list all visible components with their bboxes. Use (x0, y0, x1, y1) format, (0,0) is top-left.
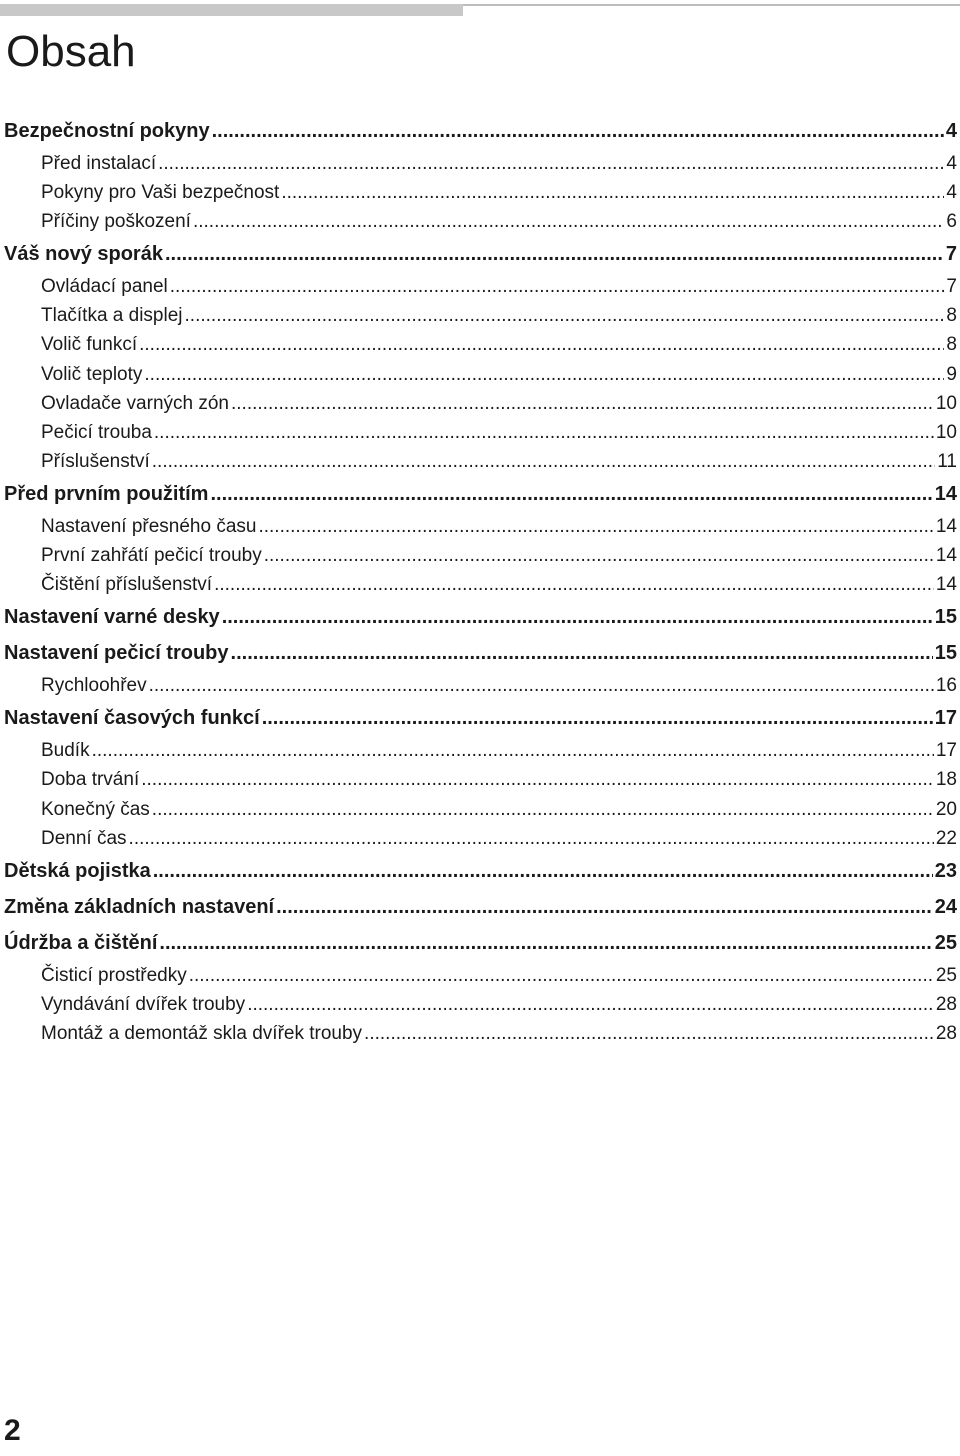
toc-entry-label: Změna základních nastavení (4, 895, 275, 918)
toc-dot-leader (262, 700, 933, 736)
toc-entry-page: 7 (946, 276, 957, 298)
toc-subsection-entry[interactable] (0, 389, 960, 418)
toc-dot-leader (364, 1019, 934, 1048)
toc-entry-page: 8 (946, 334, 957, 356)
toc-entry-page: 23 (934, 859, 957, 882)
page-number: 2 (4, 1414, 21, 1447)
toc-dot-leader (247, 990, 934, 1019)
toc-entry-label: Volič funkcí (41, 334, 138, 356)
toc-entry-page: 22 (935, 827, 957, 849)
toc-dot-leader (139, 330, 944, 359)
toc-entry-label: Nastavení pečicí trouby (4, 642, 229, 665)
toc-subsection-entry[interactable] (0, 512, 960, 541)
toc-entry-page: 8 (946, 305, 957, 327)
page-title: Obsah (6, 27, 136, 76)
toc-entry-page: 14 (935, 574, 957, 596)
toc-dot-leader (231, 635, 933, 671)
toc-entry-page: 14 (935, 545, 957, 567)
toc-entry-label: Montáž a demontáž skla dvířek trouby (41, 1022, 363, 1044)
toc-entry-label: Doba trvání (41, 769, 140, 791)
toc-dot-leader (276, 889, 933, 925)
toc-subsection-entry[interactable] (0, 149, 960, 178)
toc-entry-page: 14 (934, 482, 957, 505)
toc-entry-label: Před prvním použitím (4, 482, 209, 505)
toc-entry-page: 14 (935, 515, 957, 537)
toc-subsection-entry[interactable] (0, 301, 960, 330)
toc-dot-leader (159, 925, 932, 961)
toc-subsection-entry[interactable] (0, 671, 960, 700)
toc-subsection-entry[interactable] (0, 1019, 960, 1048)
toc-subsection-entry[interactable] (0, 570, 960, 599)
toc-subsection-entry[interactable] (0, 418, 960, 447)
toc-entry-page: 25 (935, 964, 957, 986)
toc-entry-page: 4 (945, 120, 957, 142)
toc-entry-page: 11 (937, 450, 957, 472)
toc-section-entry[interactable] (0, 236, 960, 272)
toc-subsection-entry[interactable] (0, 272, 960, 301)
toc-subsection-entry[interactable] (0, 330, 960, 359)
toc-dot-leader (141, 765, 934, 794)
toc-section-entry[interactable] (0, 599, 960, 635)
toc-entry-label: Bezpečnostní pokyny (4, 120, 210, 142)
toc-dot-leader (258, 512, 933, 541)
toc-dot-leader (144, 360, 944, 389)
header-rule (463, 4, 960, 6)
toc-entry-page: 15 (934, 606, 957, 629)
toc-section-entry[interactable] (0, 853, 960, 889)
toc-entry-page: 18 (935, 769, 957, 791)
toc-entry-label: Pokyny pro Vaši bezpečnost (41, 182, 280, 204)
toc-entry-label: Nastavení časových funkcí (4, 707, 260, 730)
toc-entry-page: 16 (935, 675, 957, 697)
toc-dot-leader (231, 389, 934, 418)
toc-section-entry[interactable] (0, 889, 960, 925)
toc-dot-leader (165, 236, 944, 272)
toc-dot-leader (149, 671, 934, 700)
toc-entry-label: Dětská pojistka (4, 859, 151, 882)
toc-entry-page: 10 (935, 421, 957, 443)
toc-entry-page: 10 (935, 392, 957, 414)
toc-subsection-entry[interactable] (0, 795, 960, 824)
toc-dot-leader (158, 149, 944, 178)
toc-subsection-entry[interactable] (0, 961, 960, 990)
toc-entry-label: Ovládací panel (41, 276, 168, 298)
toc-section-entry[interactable] (0, 700, 960, 736)
header-bar (0, 4, 463, 16)
toc-entry-label: Příčiny poškození (41, 211, 191, 233)
toc-entry-label: Rychloohřev (41, 675, 147, 697)
toc-subsection-entry[interactable] (0, 765, 960, 794)
toc-dot-leader (129, 824, 934, 853)
toc-dot-leader (185, 301, 945, 330)
toc-section-entry[interactable] (0, 635, 960, 671)
toc-subsection-entry[interactable] (0, 207, 960, 236)
toc-entry-label: Nastavení přesného času (41, 515, 257, 537)
toc-entry-label: Volič teploty (41, 363, 143, 385)
toc-dot-leader (92, 736, 934, 765)
toc-subsection-entry[interactable] (0, 736, 960, 765)
table-of-contents (0, 113, 960, 1048)
toc-dot-leader (222, 599, 933, 635)
toc-entry-page: 17 (934, 707, 957, 730)
toc-entry-label: Čištění příslušenství (41, 574, 213, 596)
toc-entry-label: Konečný čas (41, 798, 150, 820)
toc-entry-page: 28 (935, 993, 957, 1015)
toc-entry-page: 24 (934, 895, 957, 918)
toc-entry-label: Čisticí prostředky (41, 964, 187, 986)
toc-dot-leader (214, 570, 934, 599)
toc-dot-leader (189, 961, 934, 990)
toc-entry-page: 28 (935, 1022, 957, 1044)
toc-subsection-entry[interactable] (0, 447, 960, 476)
toc-entry-page: 4 (946, 182, 957, 204)
toc-entry-page: 20 (935, 798, 957, 820)
toc-entry-label: Budík (41, 740, 90, 762)
toc-section-entry[interactable] (0, 476, 960, 512)
toc-entry-label: Vyndávání dvířek trouby (41, 993, 246, 1015)
toc-dot-leader (170, 272, 945, 301)
toc-dot-leader (152, 795, 934, 824)
toc-dot-leader (264, 541, 934, 570)
toc-section-entry[interactable] (0, 925, 960, 961)
toc-dot-leader (281, 178, 944, 207)
toc-entry-label: Nastavení varné desky (4, 606, 220, 629)
toc-dot-leader (152, 447, 936, 476)
toc-entry-page: 17 (935, 740, 957, 762)
toc-entry-label: Ovladače varných zón (41, 392, 229, 414)
toc-entry-label: Tlačítka a displej (41, 305, 183, 327)
toc-entry-label: Váš nový sporák (4, 243, 163, 266)
toc-subsection-entry[interactable] (0, 360, 960, 389)
toc-entry-page: 15 (934, 642, 957, 665)
toc-entry-page: 9 (946, 363, 957, 385)
toc-entry-label: Denní čas (41, 827, 127, 849)
toc-subsection-entry[interactable] (0, 178, 960, 207)
toc-entry-page: 7 (945, 243, 957, 266)
toc-subsection-entry[interactable] (0, 824, 960, 853)
toc-subsection-entry[interactable] (0, 541, 960, 570)
toc-dot-leader (154, 418, 934, 447)
toc-dot-leader (212, 113, 944, 149)
toc-entry-label: Pečicí trouba (41, 421, 152, 443)
toc-entry-page: 6 (946, 211, 957, 233)
toc-entry-label: Údržba a čištění (4, 931, 158, 954)
toc-section-entry[interactable] (0, 113, 960, 149)
toc-entry-label: Příslušenství (41, 450, 150, 472)
toc-dot-leader (153, 853, 933, 889)
toc-dot-leader (210, 476, 932, 512)
toc-entry-label: První zahřátí pečicí trouby (41, 545, 262, 567)
toc-dot-leader (193, 207, 944, 236)
toc-entry-label: Před instalací (41, 153, 157, 174)
toc-subsection-entry[interactable] (0, 990, 960, 1019)
toc-entry-page: 4 (946, 153, 957, 174)
toc-entry-page: 25 (934, 931, 957, 954)
